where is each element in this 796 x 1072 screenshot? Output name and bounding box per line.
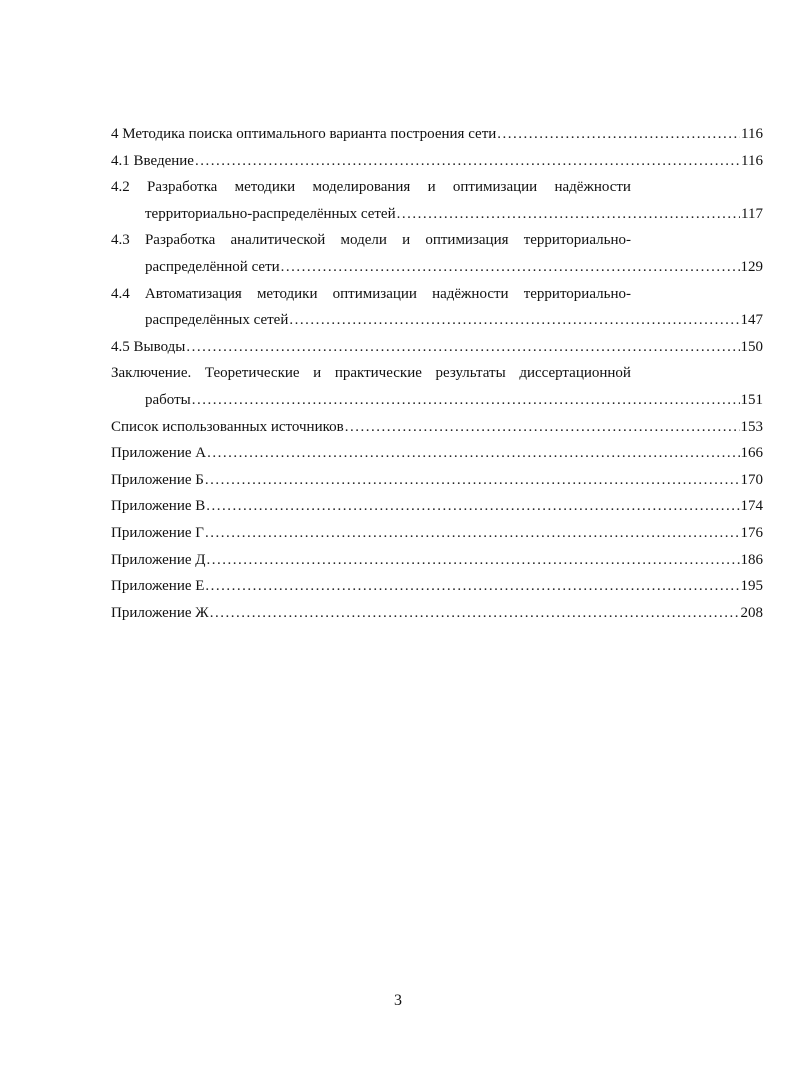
toc-entry-first-line [111,281,631,308]
dot-leader [289,307,739,334]
toc-entry [111,414,763,441]
toc-entry-label: распределённых сетей [145,312,289,329]
toc-word: Разработка [147,179,218,196]
toc-word: оптимизации [332,285,417,302]
toc-entry-label: Приложение В [111,498,206,515]
toc-entry-page: 129 [740,258,763,275]
toc-word: 4.2 [111,179,130,196]
toc-word: Автоматизация [144,285,242,302]
toc-entry [111,254,763,281]
toc-entry-first-line [111,360,631,387]
toc-entry-page: 170 [740,471,763,488]
toc-entry-label: Список использованных источников [111,418,344,435]
toc-entry-page: 151 [740,391,763,408]
toc-entry [111,440,763,467]
toc-entry-page: 147 [740,312,763,329]
toc-entry [111,334,763,361]
toc-entry-page: 116 [741,126,763,142]
dot-leader [205,467,740,494]
dot-leader [497,121,740,148]
toc-entry-label: территориально-распределённых сетей [145,205,396,222]
toc-word: Заключение. [111,365,192,382]
toc-entry [111,467,763,494]
toc-entry [111,121,763,148]
toc-entry-page: 176 [740,524,763,541]
toc-entry [111,493,763,520]
dot-leader [345,414,740,441]
toc-entry-page: 150 [740,338,763,355]
toc-word: Разработка [144,232,216,249]
toc-entry-label: 4 Методика поиска оптимального варианта построения сети [111,126,497,142]
toc-word: моделирования [312,179,411,196]
toc-word: методики [256,285,318,302]
table-of-contents [111,121,763,626]
toc-entry-label: работы [145,391,191,408]
toc-entry-label: распределённой сети [145,258,280,275]
dot-leader [205,573,739,600]
toc-entry-label: Приложение Г [111,524,204,541]
toc-entry [111,520,763,547]
toc-word: надёжности [432,285,509,302]
page-number: 3 [394,992,402,1009]
toc-entry [111,573,763,600]
dot-leader [207,547,740,574]
toc-entry-page: 153 [740,418,763,435]
toc-word: оптимизации [452,179,538,196]
toc-entry-label: Приложение Б [111,471,204,488]
toc-word: модели [340,232,387,249]
dot-leader [195,148,740,175]
toc-word: и [313,365,322,382]
toc-word: результаты [435,365,506,382]
toc-entry-label: Приложение Ж [111,604,209,621]
toc-entry-first-line [111,227,631,254]
dot-leader [205,520,740,547]
toc-entry-label: 4.1 Введение [111,152,194,169]
dot-leader [397,201,740,228]
dot-leader [186,334,739,361]
toc-entry-page: 195 [740,578,763,595]
toc-entry-page: 174 [740,498,763,515]
toc-entry-label: Приложение А [111,445,207,462]
dot-leader [210,600,740,627]
toc-entry [111,201,763,228]
toc-word: надёжности [554,179,631,196]
toc-entry-first-line [111,174,631,201]
dot-leader [192,387,740,414]
toc-word: аналитической [230,232,326,249]
toc-entry [111,387,763,414]
toc-entry-page: 117 [741,205,763,222]
toc-word: диссертационной [519,365,631,382]
toc-entry-page: 186 [740,551,763,568]
dot-leader [206,493,739,520]
toc-entry-label: Приложение Д [111,551,206,568]
toc-word: методики [234,179,296,196]
toc-entry-page: 116 [741,152,763,169]
toc-entry-label: 4.5 Выводы [111,338,186,355]
dot-leader [281,254,740,281]
toc-word: практические [334,365,422,382]
toc-word: территориально- [523,232,631,249]
toc-entry-page: 208 [740,604,763,621]
toc-word: и [427,179,436,196]
toc-word: территориально- [523,285,631,302]
toc-word: 4.3 [111,232,130,249]
toc-entry [111,600,763,627]
toc-entry-label: Приложение Е [111,578,205,595]
toc-word: и [402,232,411,249]
toc-entry [111,307,763,334]
toc-entry [111,148,763,175]
toc-word: оптимизация [425,232,509,249]
toc-entry [111,547,763,574]
toc-word: 4.4 [111,285,130,302]
dot-leader [207,440,739,467]
toc-word: Теоретические [204,365,300,382]
toc-entry-page: 166 [740,445,763,462]
